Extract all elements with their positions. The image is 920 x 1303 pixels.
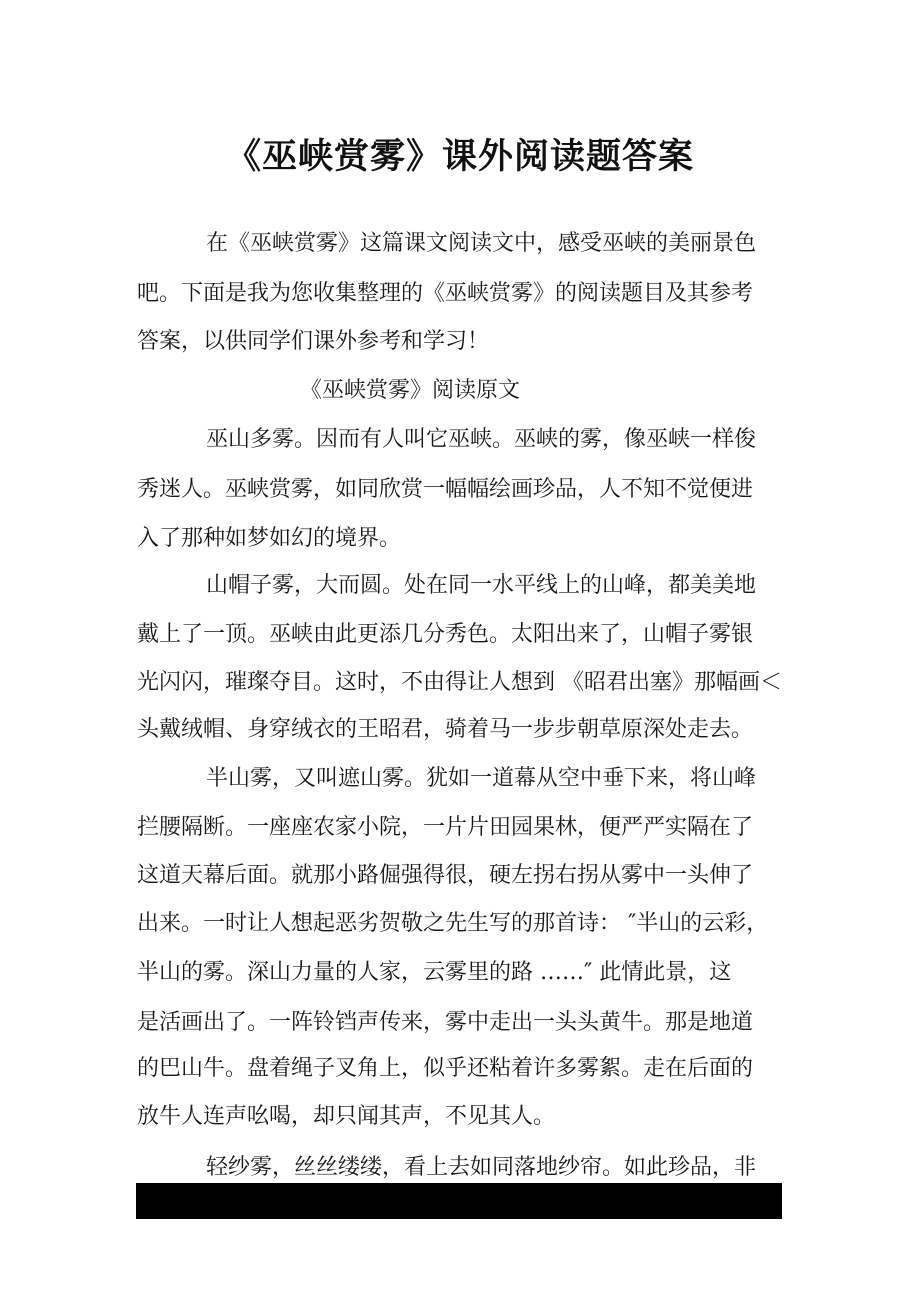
text-line: 山帽子雾，大而圆。处在同一水平线上的山峰，都美美地 (206, 573, 757, 598)
text-line: 吧。下面是我为您收集整理的《巫峡赏雾》的阅读题目及其参考 (137, 281, 754, 306)
text-line: 头戴绒帽、身穿绒衣的王昭君，骑着马一步步朝草原深处走去。 (137, 717, 754, 742)
text-line: 光闪闪，璀璨夺目。这时，不由得让人想到 《昭君出塞》那幅画＜ (137, 670, 782, 695)
text-line: 半山的雾。深山力量的人家，云雾里的路 ……″ 此情此景，这 (137, 960, 732, 985)
text-line: 在《巫峡赏雾》这篇课文阅读文中，感受巫峡的美丽景色 (206, 231, 757, 256)
page-title: 《巫峡赏雾》课外阅读题答案 (225, 137, 694, 177)
text-line: 入了那种如梦如幻的境界。 (137, 526, 402, 551)
text-line: 的巴山牛。盘着绳子叉角上，似乎还粘着许多雾絮。走在后面的 (137, 1056, 754, 1081)
text-line: 半山雾，又叫遮山雾。犹如一道幕从空中垂下来，将山峰 (206, 766, 757, 791)
redaction-bar (136, 1183, 782, 1219)
text-line: 答案，以供同学们课外参考和学习！ (137, 329, 490, 354)
text-line: 秀迷人。巫峡赏雾，如同欣赏一幅幅绘画珍品，人不知不觉便进 (137, 477, 754, 502)
text-line: 放牛人连声吆喝，却只闻其声，不见其人。 (137, 1104, 556, 1129)
text-line: 这道天幕后面。就那小路倔强得很，硬左拐右拐从雾中一头伸了 (137, 863, 754, 888)
text-line: 出来。一时让人想起恶劣贺敬之先生写的那首诗： ″半山的云彩， (137, 911, 769, 936)
text-line: 戴上了一顶。巫峡由此更添几分秀色。太阳出来了，山帽子雾银 (137, 622, 754, 647)
section-subtitle: 《巫峡赏雾》阅读原文 (300, 378, 521, 403)
text-line: 是活画出了。一阵铃铛声传来，雾中走出一头头黄牛。那是地道 (137, 1010, 754, 1035)
text-line: 巫山多雾。因而有人叫它巫峡。巫峡的雾，像巫峡一样俊 (206, 427, 757, 452)
text-line: 轻纱雾，丝丝缕缕，看上去如同落地纱帘。如此珍品，非 (206, 1155, 757, 1180)
text-line: 拦腰隔断。一座座农家小院，一片片田园果林，便严严实隔在了 (137, 815, 754, 840)
